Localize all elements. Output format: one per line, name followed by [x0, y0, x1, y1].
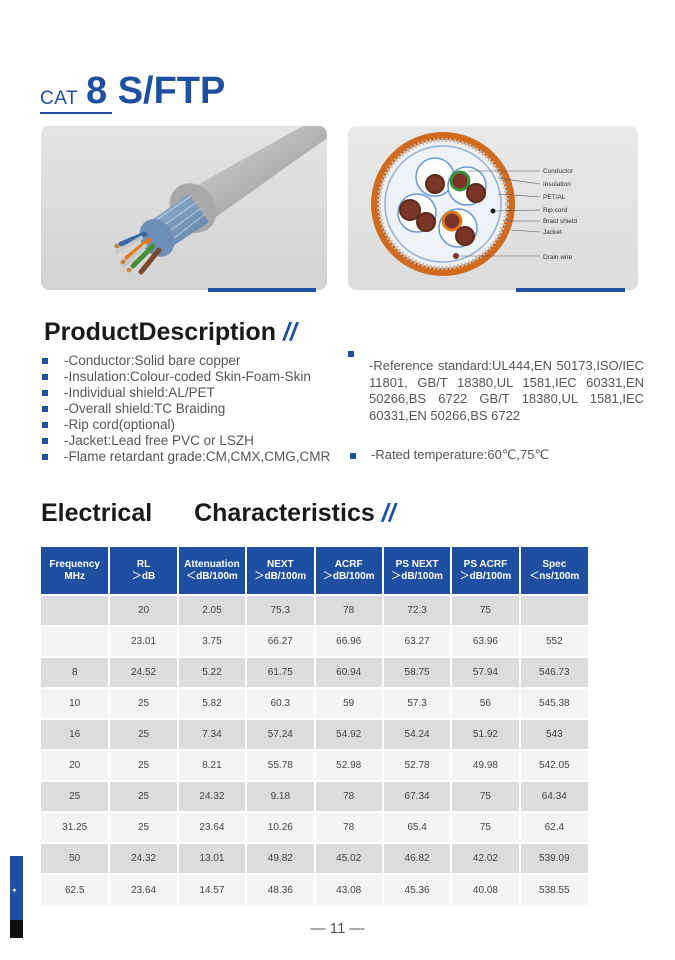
table-cell: 24.32: [109, 843, 177, 874]
table-cell: 31.25: [41, 812, 109, 843]
electrical-table: [41, 547, 588, 905]
table-cell: 57.3: [383, 688, 451, 719]
table-cell: 58.75: [383, 657, 451, 688]
list-item: [42, 385, 342, 401]
table-cell: [41, 595, 109, 626]
bullet-icon: [42, 406, 48, 412]
column-header-line: MHz: [64, 570, 85, 582]
electrical-title-left: Electrical: [41, 499, 153, 527]
cross-section-photo: [348, 126, 638, 290]
table-cell: 20: [41, 750, 109, 781]
column-header-line: RL: [136, 558, 151, 570]
table-cell: 62.5: [41, 874, 109, 905]
table-cell: [520, 595, 588, 626]
table-cell: 542.05: [520, 750, 588, 781]
heading-slash: //: [381, 499, 396, 527]
table-cell: 23.64: [109, 874, 177, 905]
list-item: [42, 449, 342, 465]
bullet-icon: [42, 358, 48, 364]
electrical-title-right: Characteristics: [194, 499, 375, 527]
table-row: [41, 750, 588, 781]
table-cell: 7.34: [178, 719, 246, 750]
table-cell: 54.24: [383, 719, 451, 750]
table-cell: 5.82: [178, 688, 246, 719]
table-cell: 75: [451, 781, 519, 812]
table-cell: 46.82: [383, 843, 451, 874]
column-header-line: NEXT: [266, 558, 294, 570]
table-cell: 52.78: [383, 750, 451, 781]
column-header: [178, 547, 246, 595]
table-cell: 16: [41, 719, 109, 750]
table-cell: 25: [41, 781, 109, 812]
table-cell: 59: [315, 688, 383, 719]
table-row: [41, 657, 588, 688]
photo-bar-right: [516, 288, 625, 292]
column-header: [315, 547, 383, 595]
table-cell: 57.24: [246, 719, 314, 750]
table-cell: 45.36: [383, 874, 451, 905]
list-item: [42, 401, 342, 417]
table-cell: 49.82: [246, 843, 314, 874]
table-cell: 545.38: [520, 688, 588, 719]
table-row: [41, 781, 588, 812]
table-cell: 42.02: [451, 843, 519, 874]
heading-slash: //: [282, 318, 297, 346]
bullet-icon: [350, 453, 356, 459]
list-item-text: -Individual shield:AL/PET: [64, 385, 215, 400]
rated-temperature: -Rated temperature:60℃,75℃: [371, 447, 550, 462]
list-item: [42, 353, 342, 369]
column-header-line: ＞dB/100m: [322, 570, 375, 582]
column-header-line: Spec: [542, 558, 567, 570]
column-header-line: Frequency: [49, 558, 100, 570]
table-cell: 56: [451, 688, 519, 719]
column-header-line: PS NEXT: [395, 558, 439, 570]
table-cell: 25: [109, 781, 177, 812]
column-header-line: PS ACRF: [463, 558, 508, 570]
table-cell: 539.09: [520, 843, 588, 874]
table-cell: 51.92: [451, 719, 519, 750]
column-header-line: ＞dB/100m: [254, 570, 307, 582]
list-item-text: -Conductor:Solid bare copper: [64, 353, 241, 368]
table-cell: 75: [451, 595, 519, 626]
table-row: [41, 843, 588, 874]
list-item-text: -Jacket:Lead free PVC or LSZH: [64, 433, 254, 448]
table-cell: 62.4: [520, 812, 588, 843]
table-cell: 65.4: [383, 812, 451, 843]
label-drain: Drain wire: [543, 254, 573, 261]
table-cell: 52.98: [315, 750, 383, 781]
table-cell: 20: [109, 595, 177, 626]
table-cell: 25: [109, 750, 177, 781]
table-row: [41, 626, 588, 657]
table-cell: 24.32: [178, 781, 246, 812]
column-header: [41, 547, 109, 595]
table-cell: 63.27: [383, 626, 451, 657]
column-header-line: ＞dB/100m: [391, 570, 443, 582]
table-cell: 60.94: [315, 657, 383, 688]
list-item: [42, 433, 342, 449]
cable-photo: [41, 126, 327, 290]
table-cell: 50: [41, 843, 109, 874]
label-conductor: Conductor: [543, 168, 573, 175]
table-cell: 552: [520, 626, 588, 657]
title-main: 8 S/FTP: [86, 70, 226, 112]
list-item-text: -Flame retardant grade:CM,CMX,CMG,CMR: [64, 449, 331, 464]
list-item: [42, 417, 342, 433]
column-header-line: Attenuation: [184, 558, 240, 570]
label-insulation: Insulation: [543, 181, 571, 188]
table-cell: 24.52: [109, 657, 177, 688]
description-list: [42, 353, 342, 465]
column-header: [246, 547, 314, 595]
table-cell: 2.05: [178, 595, 246, 626]
table-cell: 78: [315, 781, 383, 812]
table-cell: 3.75: [178, 626, 246, 657]
table-cell: 8.21: [178, 750, 246, 781]
electrical-heading: [41, 499, 396, 528]
table-cell: 25: [109, 688, 177, 719]
table-cell: 72.3: [383, 595, 451, 626]
table-cell: 5.22: [178, 657, 246, 688]
table-cell: 75.3: [246, 595, 314, 626]
table-cell: 543: [520, 719, 588, 750]
title-underline: [40, 112, 112, 114]
table-cell: 10.26: [246, 812, 314, 843]
table-cell: 43.08: [315, 874, 383, 905]
label-petal: PET/AL: [543, 194, 566, 201]
table-cell: 538.55: [520, 874, 588, 905]
label-jacket: Jacket: [543, 229, 562, 236]
product-description-title: ProductDescription: [44, 318, 276, 346]
table-cell: [41, 626, 109, 657]
column-header: [383, 547, 451, 595]
column-header-line: ＜dB/100m: [186, 570, 238, 582]
table-row: [41, 595, 588, 626]
table-cell: 67.34: [383, 781, 451, 812]
column-header: [520, 547, 588, 595]
table-cell: 49.98: [451, 750, 519, 781]
table-cell: 10: [41, 688, 109, 719]
table-cell: 78: [315, 595, 383, 626]
table-cell: 66.96: [315, 626, 383, 657]
column-header: [109, 547, 177, 595]
table-cell: 23.64: [178, 812, 246, 843]
table-cell: 66.27: [246, 626, 314, 657]
table-cell: 546.73: [520, 657, 588, 688]
list-item: [42, 369, 342, 385]
table-cell: 78: [315, 812, 383, 843]
page-number: — 11 —: [310, 920, 365, 937]
table-row: [41, 874, 588, 905]
brand-logo-icon: ✦: [12, 887, 19, 893]
table-cell: 25: [109, 719, 177, 750]
bullet-icon: [348, 351, 354, 357]
table-cell: 9.18: [246, 781, 314, 812]
table-cell: 14.57: [178, 874, 246, 905]
cable-illustration: [41, 126, 327, 290]
bullet-icon: [42, 422, 48, 428]
table-cell: 25: [109, 812, 177, 843]
label-braid: Braid shield: [543, 218, 577, 225]
table-row: [41, 688, 588, 719]
table-row: [41, 812, 588, 843]
table-cell: 48.36: [246, 874, 314, 905]
photo-bar-left: [208, 288, 316, 292]
table-cell: 54.92: [315, 719, 383, 750]
column-header: [451, 547, 519, 595]
table-cell: 45.02: [315, 843, 383, 874]
product-description-heading: [44, 318, 297, 347]
list-item-text: -Rip cord(optional): [64, 417, 176, 432]
table-cell: 40.08: [451, 874, 519, 905]
table-cell: 13.01: [178, 843, 246, 874]
table-cell: 8: [41, 657, 109, 688]
column-header-line: ＞dB/100m: [459, 570, 512, 582]
list-item-text: -Overall shield:TC Braiding: [64, 401, 226, 416]
table-cell: 75: [451, 812, 519, 843]
bullet-icon: [42, 454, 48, 460]
reference-standard: -Reference standard:UL444,EN 50173,ISO/IEC 11801, GB/T 18380,UL 1581,IEC 60331,EN 50266,BS 6722 GB/T 18380,UL 1581,IEC 60331,EN 50266,BS 6722: [369, 358, 644, 423]
column-header-line: ACRF: [334, 558, 363, 570]
title-cat: CAT: [40, 88, 79, 109]
table-cell: 57.94: [451, 657, 519, 688]
table-cell: 55.78: [246, 750, 314, 781]
column-header-line: ＜ns/100m: [529, 570, 580, 582]
table-cell: 60.3: [246, 688, 314, 719]
column-header-line: ＞dB: [131, 570, 156, 582]
table-cell: 61.75: [246, 657, 314, 688]
bullet-icon: [42, 374, 48, 380]
table-cell: 23.01: [109, 626, 177, 657]
table-cell: 63.96: [451, 626, 519, 657]
list-item-text: -Insulation:Colour-coded Skin-Foam-Skin: [64, 369, 311, 384]
table-row: [41, 719, 588, 750]
bullet-icon: [42, 390, 48, 396]
table-header-row: [41, 547, 588, 595]
label-ripcord: Rip cord: [543, 207, 568, 214]
cross-section-illustration: [348, 126, 638, 290]
table-cell: 64.34: [520, 781, 588, 812]
bullet-icon: [42, 438, 48, 444]
